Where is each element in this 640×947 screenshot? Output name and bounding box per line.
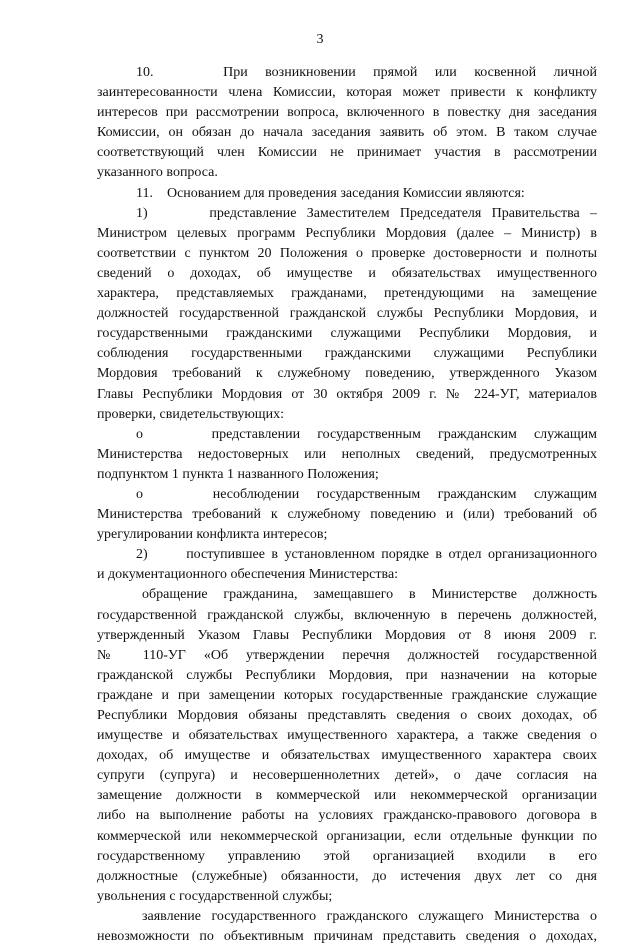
text-line: характера, представляемых гражданами, претендующими на замещение xyxy=(97,286,597,302)
text-line: государственными гражданскими служащими Республики Мордовия, и xyxy=(97,326,597,342)
text-line: 11. Основанием для проведения заседания Комиссии являются: xyxy=(136,185,525,201)
text-line: государственной гражданской службы, включенную в перечень должностей, xyxy=(97,607,597,623)
text-line: заинтересованности члена Комиссии, которая может привести к конфликту xyxy=(97,85,597,101)
text-line: о несоблюдении государственным гражданским служащим xyxy=(136,486,597,502)
text-line: соответствующий член Комиссии не принимает участия в рассмотрении xyxy=(97,145,597,161)
text-line: Мордовия требований к служебному поведению, утвержденного Указом xyxy=(97,366,597,382)
text-line: Комиссии, он обязан до начала заседания заявить об этом. В таком случае xyxy=(97,125,597,141)
text-line: невозможности по объективным причинам представить сведения о доходах, xyxy=(97,929,597,945)
text-line: утвержденный Указом Главы Республики Мордовия от 8 июня 2009 г. xyxy=(97,627,597,643)
text-line: Министерства недостоверных или неполных сведений, предусмотренных xyxy=(97,446,597,462)
page-number: 3 xyxy=(316,32,324,47)
text-line: соблюдения государственными гражданскими служащими Республики xyxy=(97,346,597,362)
text-line: увольнения с государственной службы; xyxy=(97,888,333,904)
text-line: должностные (служебные) обязанности, до истечения двух лет со дня xyxy=(97,868,597,884)
text-line: имуществе и обязательствах имущественного характера, а также сведения о xyxy=(97,728,597,744)
text-line: заявление государственного гражданского служащего Министерства о xyxy=(142,908,597,924)
text-line: указанного вопроса. xyxy=(97,165,218,181)
text-line: № 110-УГ «Об утверждении перечня должностей государственной xyxy=(97,647,597,663)
text-line: супруги (супруга) и несовершеннолетних детей», о даче согласия на xyxy=(97,768,597,784)
text-line: проверки, свидетельствующих: xyxy=(97,406,284,422)
text-line: Главы Республики Мордовия от 30 октября 2009 г. № 224-УГ, материалов xyxy=(97,386,597,402)
text-line: интересов при рассмотрении вопроса, включенного в повестку дня заседания xyxy=(97,105,597,121)
text-line: соответствии с пунктом 20 Положения о проверке достоверности и полноты xyxy=(97,245,597,261)
text-line: замещение должности в коммерческой или некоммерческой организации xyxy=(97,788,597,804)
text-line: подпунктом 1 пункта 1 названного Положения; xyxy=(97,466,379,482)
text-line: 1) представление Заместителем Председателя Правительства – xyxy=(136,205,597,221)
text-line: государственному управлению этой организацией входили в его xyxy=(97,848,597,864)
text-line: урегулировании конфликта интересов; xyxy=(97,527,328,543)
text-line: либо на выполнение работы на условиях гражданско-правового договора в xyxy=(97,808,597,824)
text-line: гражданской службы Республики Мордовия, при назначении на которые xyxy=(97,667,597,683)
text-line: Министром целевых программ Республики Мордовия (далее – Министр) в xyxy=(97,225,597,241)
text-line: и документационного обеспечения Министерства: xyxy=(97,567,399,583)
text-line: граждане и при замещении которых государственные гражданские служащие xyxy=(97,687,597,703)
document-body xyxy=(97,63,597,947)
text-line: о представлении государственным гражданским служащим xyxy=(136,426,597,442)
text-line: Министерства требований к служебному поведению и (или) требований об xyxy=(97,507,597,523)
text-line: 2) поступившее в установленном порядке в отдел организационного xyxy=(136,547,597,563)
text-line: коммерческой или некоммерческой организации, если отдельные функции по xyxy=(97,828,597,844)
text-line: сведений о доходах, об имуществе и обязательствах имущественного xyxy=(97,265,597,281)
text-line: обращение гражданина, замещавшего в Министерстве должность xyxy=(142,587,597,603)
text-line: должностей государственной гражданской службы Республики Мордовия, и xyxy=(97,306,597,322)
text-line: доходах, об имуществе и обязательствах имущественного характера своих xyxy=(97,748,597,764)
text-line: 10. При возникновении прямой или косвенной личной xyxy=(136,65,597,80)
text-line: Республики Мордовия обязаны представлять сведения о своих доходах, об xyxy=(97,708,597,723)
